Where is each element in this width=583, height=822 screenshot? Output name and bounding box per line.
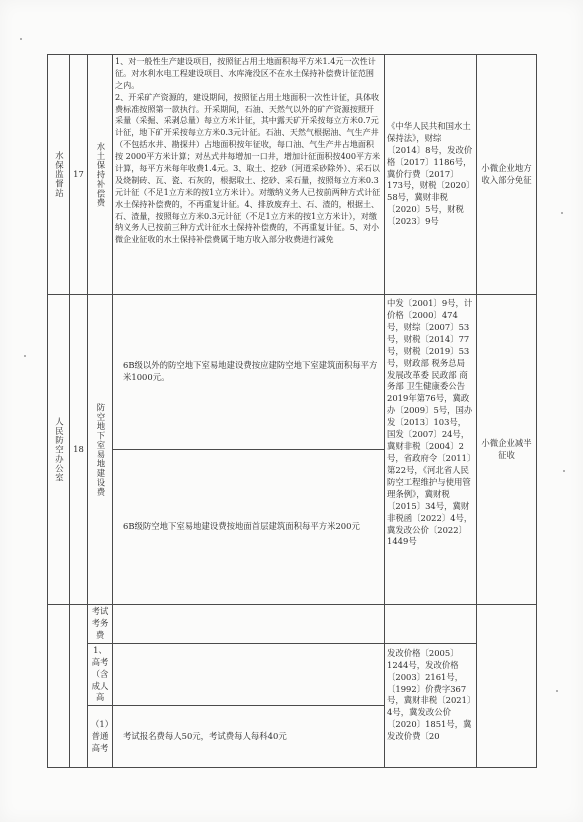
fee-name: （1）普通高考: [88, 706, 113, 768]
fee-standard: 6B级防空地下室易地建设费按地面首层建筑面积每平方米200元: [113, 450, 385, 605]
scan-dot: [24, 355, 26, 357]
row-number: [70, 605, 88, 768]
policy-basis: [385, 605, 477, 644]
fee-standard: [113, 605, 385, 644]
scan-dot: [561, 212, 563, 214]
policy-basis: 发改价格〔2005〕1244号，发改价格〔2003〕2161号，〔1992〕价费字367号，冀财非税〔2021〕4号，冀发改公价〔2020〕1851号，冀发改价费〔20: [385, 643, 477, 768]
row-number: 17: [70, 55, 88, 295]
table-row: [48, 643, 537, 706]
scan-dot: [20, 38, 22, 40]
fee-name: 1、高考（含成人高: [88, 643, 113, 706]
fee-standard: [113, 643, 385, 706]
scan-dot: [563, 470, 565, 472]
row-number: 18: [70, 295, 88, 605]
exemption-note: 小微企业地方收入部分免征: [477, 55, 537, 295]
exemption-note: [477, 605, 537, 768]
scan-dot: [556, 690, 558, 692]
department-cell: 人民防空办公室: [48, 295, 70, 605]
policy-basis: 《中华人民共和国水土保持法》，财综〔2014〕8号，发改价格〔2017〕1186号，冀价行费〔2017〕173号，财税〔2020〕58号，冀财非税〔2020〕5号，财税〔2023〕9号: [385, 55, 477, 295]
fee-standard: 6B级以外的防空地下室易地建设费按应建防空地下室建筑面积每平方米1000元。: [113, 295, 385, 450]
fee-standard: 考试报名费每人50元，考试费每人每科40元: [113, 706, 385, 768]
fee-name: 防空地下室易地建设费: [88, 295, 113, 605]
table-row: [48, 55, 537, 295]
fee-name: 水土保持补偿费: [88, 55, 113, 295]
fee-name: 考试考务费: [88, 605, 113, 644]
fee-table: [47, 54, 537, 768]
policy-basis: 中发〔2001〕9号，计价格〔2000〕474号，财综〔2007〕53号，财税〔2014〕77号，财税〔2019〕53号，财政部 税务总局 发展改革委 民政部 商务部 卫生健康委公告2019年第76号，冀政办〔2009〕5号，国办发〔2013〕103号，国发〔2007〕24号，冀财非税〔2004〕2号，省政府令〔2011〕第22号，《河北省人民防空工程维护与使用管理条例》，冀财税〔2015〕34号，冀财非税函〔2022〕4号，冀发改公价〔2022〕1449号: [385, 295, 477, 605]
fee-standard: 1、对一般性生产建设项目，按照征占用土地面积每平方米1.4元一次性计征。对水利水电工程建设项目、水库淹没区不在水土保持补偿费计征范围之内。 2、开采矿产资源的，建设期间，按照征占用土地面积一次性计征，具体收费标准按照第一款执行。开采期间，石油、天然气以外的矿产资源按照开采量（采掘、采剥总量）每立方米计征，其中露天矿开采按每立方米0.7元计征，地下矿开采按每立方米0.3元计征。石油、天然气根据油、气生产井（不包括水井、勘探井）占地面积按年征收，每口油、气生产井占地面积按 2000平方米计算；对丛式井每增加一口井，增加计征面积按400平方米计算，每平方米每年收费1.4元。3、取土、挖砂（河道采砂除外）、采石以及烧制砖、瓦、瓷、石灰的，根据取土、挖砂、采石量，按照每立方米0.3元计征（不足1立方米的按1立方米计）。对缴纳义务人已按前两种方式计征水土保持补偿费的，不再重复计征。4、排放废弃土、石、渣的，根据土、石、渣量，按照每立方米0.3元计征（不足1立方米的按1立方米计），对缴纳义务人已按前三种方式计征水土保持补偿费的，不再重复计征。5、对小微企业征收的水土保持补偿费属于地方收入部分收费进行减免: [113, 55, 385, 295]
table-row: [48, 605, 537, 644]
department-cell: [48, 605, 70, 768]
department-cell: 水保监督站: [48, 55, 70, 295]
exemption-note: 小微企业减半征收: [477, 295, 537, 605]
table-row: [48, 295, 537, 450]
